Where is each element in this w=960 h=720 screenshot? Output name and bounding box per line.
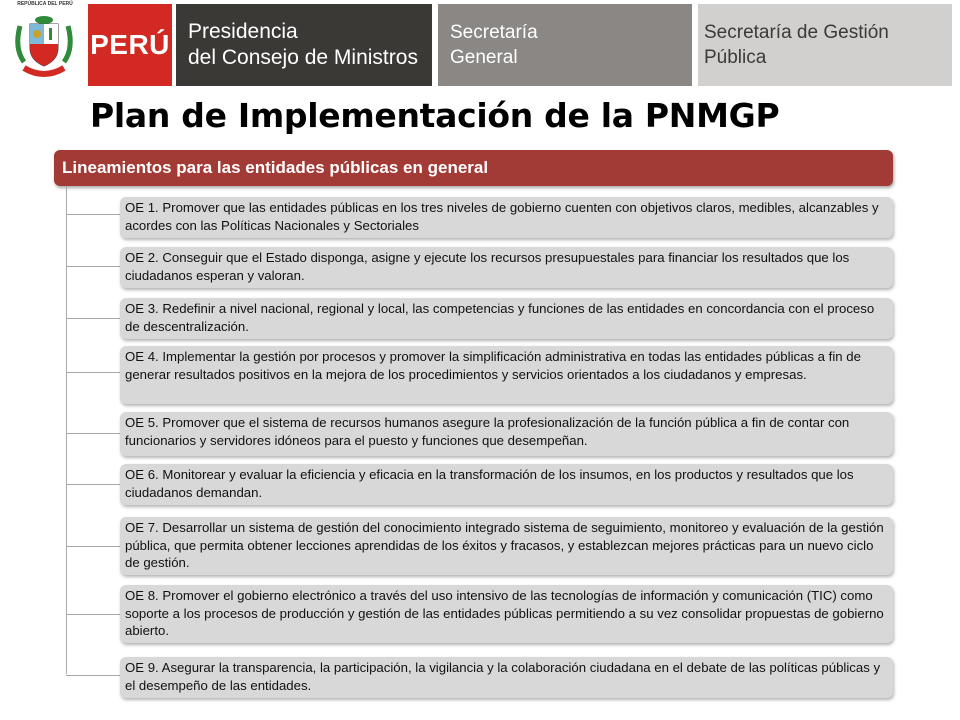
pcm-line2: del Consejo de Ministros (188, 46, 418, 69)
seal-text: REPÚBLICA DEL PERÚ (17, 1, 73, 7)
objective-text: OE 9. Asegurar la transparencia, la participación, la vigilancia y la colaboración ciudadana en el debate de las políticas públicas y el desempeño de las entidades. (125, 660, 881, 693)
tree-connector (66, 614, 120, 615)
objective-text: OE 4. Implementar la gestión por procesos y promover la simplificación administrativa en todas las entidades públicas a fin de generar resultados positivos en la mejora de los procedimientos y servicios orientados a los ciudadanos y empresas. (125, 349, 861, 382)
objective-text: OE 6. Monitorear y evaluar la eficiencia y eficacia en la transformación de los insumos, en los productos y resultados que los ciudadanos demandan. (125, 467, 854, 500)
pcm-line1: Presidencia (188, 20, 298, 43)
objective-item (120, 247, 893, 288)
objective-item (120, 298, 893, 339)
objective-item (120, 412, 893, 456)
page-title: Plan de Implementación de la PNMGP (90, 96, 780, 135)
tree-connector (66, 266, 120, 267)
tree-connector (66, 372, 120, 373)
objective-text: OE 3. Redefinir a nivel nacional, regional y local, las competencias y funciones de las entidades en concordancia con el proceso de descentralización. (125, 301, 875, 334)
objective-text: OE 5. Promover que el sistema de recursos humanos asegure la profesionalización de la función pública a fin de contar con funcionarios y servidores idóneos para el puesto y funciones que desempeñan. (125, 415, 850, 448)
tree-connector (66, 214, 120, 215)
tree-connector (66, 318, 120, 319)
objective-text: OE 7. Desarrollar un sistema de gestión del conocimiento integrado sistema de seguimiento, monitoreo y evaluación de la gestión pública, que permita obtener lecciones aprendidas de los éxitos y fracasos, y establezcan mejores prácticas para un nuevo ciclo de gestión. (125, 520, 884, 571)
objective-item (120, 464, 893, 505)
objective-item (120, 197, 893, 238)
sg-line2: General (450, 47, 518, 68)
secretaria-general-block (438, 4, 692, 86)
tree-connector (66, 433, 120, 434)
tree-connector (66, 546, 120, 547)
header-banner (0, 0, 960, 90)
objective-item (120, 585, 893, 643)
tree-connector (66, 675, 120, 676)
section-header-label: Lineamientos para las entidades públicas en general (62, 158, 489, 177)
objective-item (120, 657, 893, 698)
secretaria-gestion-publica-block (698, 4, 952, 86)
sgp-line2: Pública (704, 47, 767, 68)
tree-connector (66, 484, 120, 485)
coat-of-arms-logo (10, 1, 78, 84)
peru-label: PERÚ (90, 29, 170, 60)
objective-text: OE 2. Conseguir que el Estado disponga, asigne y ejecute los recursos presupuestales para financiar los resultados que los ciudadanos esperan y valoran. (125, 250, 850, 283)
section-header (54, 150, 893, 186)
objective-text: OE 8. Promover el gobierno electrónico a través del uso intensivo de las tecnologías de información y comunicación (TIC) como soporte a los procesos de producción y gestión de las entidades públicas permitiendo a su vez consolidar propuestas de gobierno abierto. (125, 588, 884, 639)
objective-text: OE 1. Promover que las entidades públicas en los tres niveles de gobierno cuenten con objetivos claros, medibles, alcanzables y acordes con las Políticas Nacionales y Sectoriales (125, 200, 879, 233)
peru-brand-block (88, 4, 172, 86)
objective-item (120, 517, 893, 575)
sg-line1: Secretaría (450, 22, 538, 43)
sgp-line1: Secretaría de Gestión (704, 22, 889, 43)
pcm-brand-block (176, 4, 432, 86)
objective-item (120, 346, 893, 404)
tree-connector-line (66, 186, 67, 674)
